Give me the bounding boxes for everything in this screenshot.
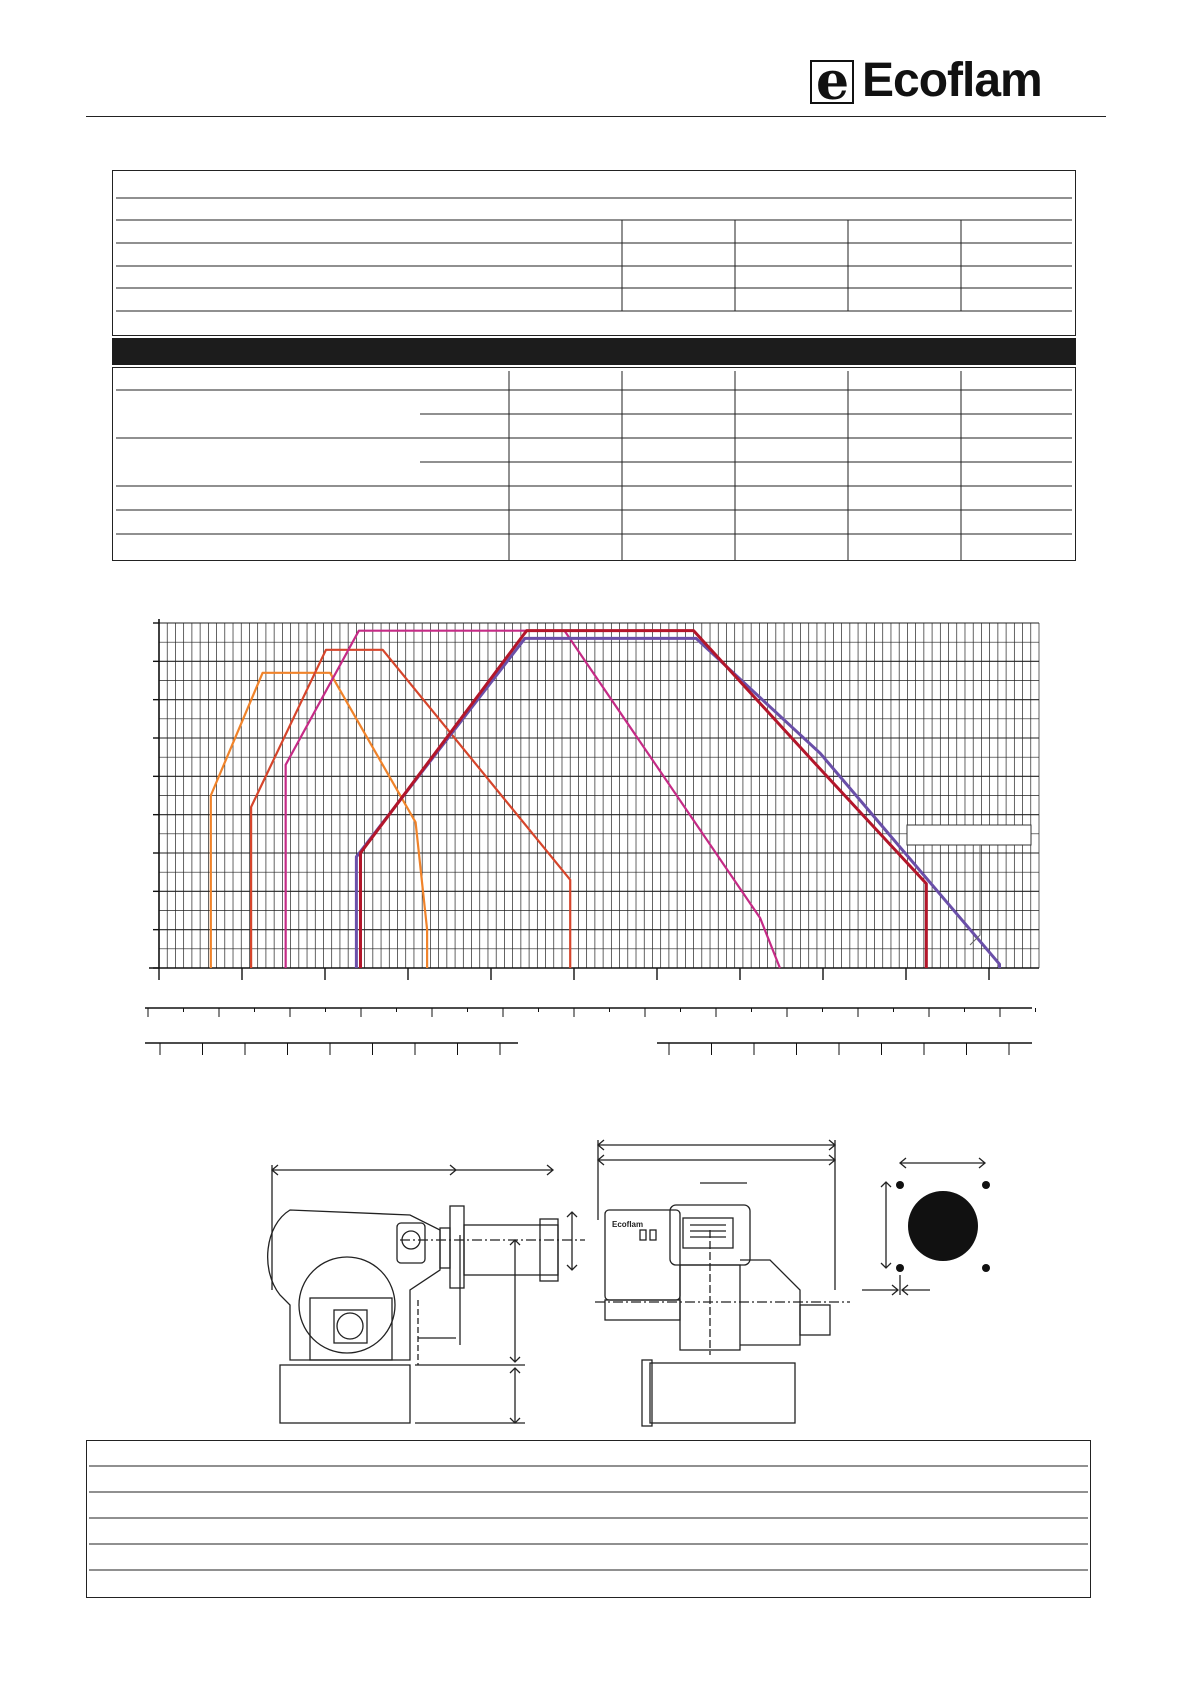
dimensions-table [86, 1440, 1091, 1598]
chart-series-layer [211, 631, 1000, 968]
burner-front-view [595, 1140, 850, 1426]
burner-side-view [268, 1165, 585, 1423]
logo-mark: e [810, 60, 854, 104]
header-rule [86, 116, 1106, 117]
burner-dimension-drawing [250, 1130, 1050, 1430]
motor-data-table [112, 367, 1076, 561]
technical-data-table [112, 170, 1076, 336]
working-field-chart [140, 615, 1040, 1095]
working-field-curve-1 [211, 673, 427, 968]
dimensions-grid [86, 1440, 1091, 1598]
ecoflam-logo [810, 51, 1095, 112]
working-field-curve-4 [356, 638, 999, 968]
flange-opening [908, 1191, 978, 1261]
chart-grid [159, 623, 1039, 968]
section-header-bar [112, 338, 1076, 365]
secondary-scales [145, 1008, 1036, 1055]
technical-data-grid [112, 170, 1076, 336]
control-panel-brand: Ecoflam [612, 1220, 644, 1229]
motor-data-grid [112, 367, 1076, 561]
logo-wordmark: Ecoflam [862, 54, 1042, 107]
